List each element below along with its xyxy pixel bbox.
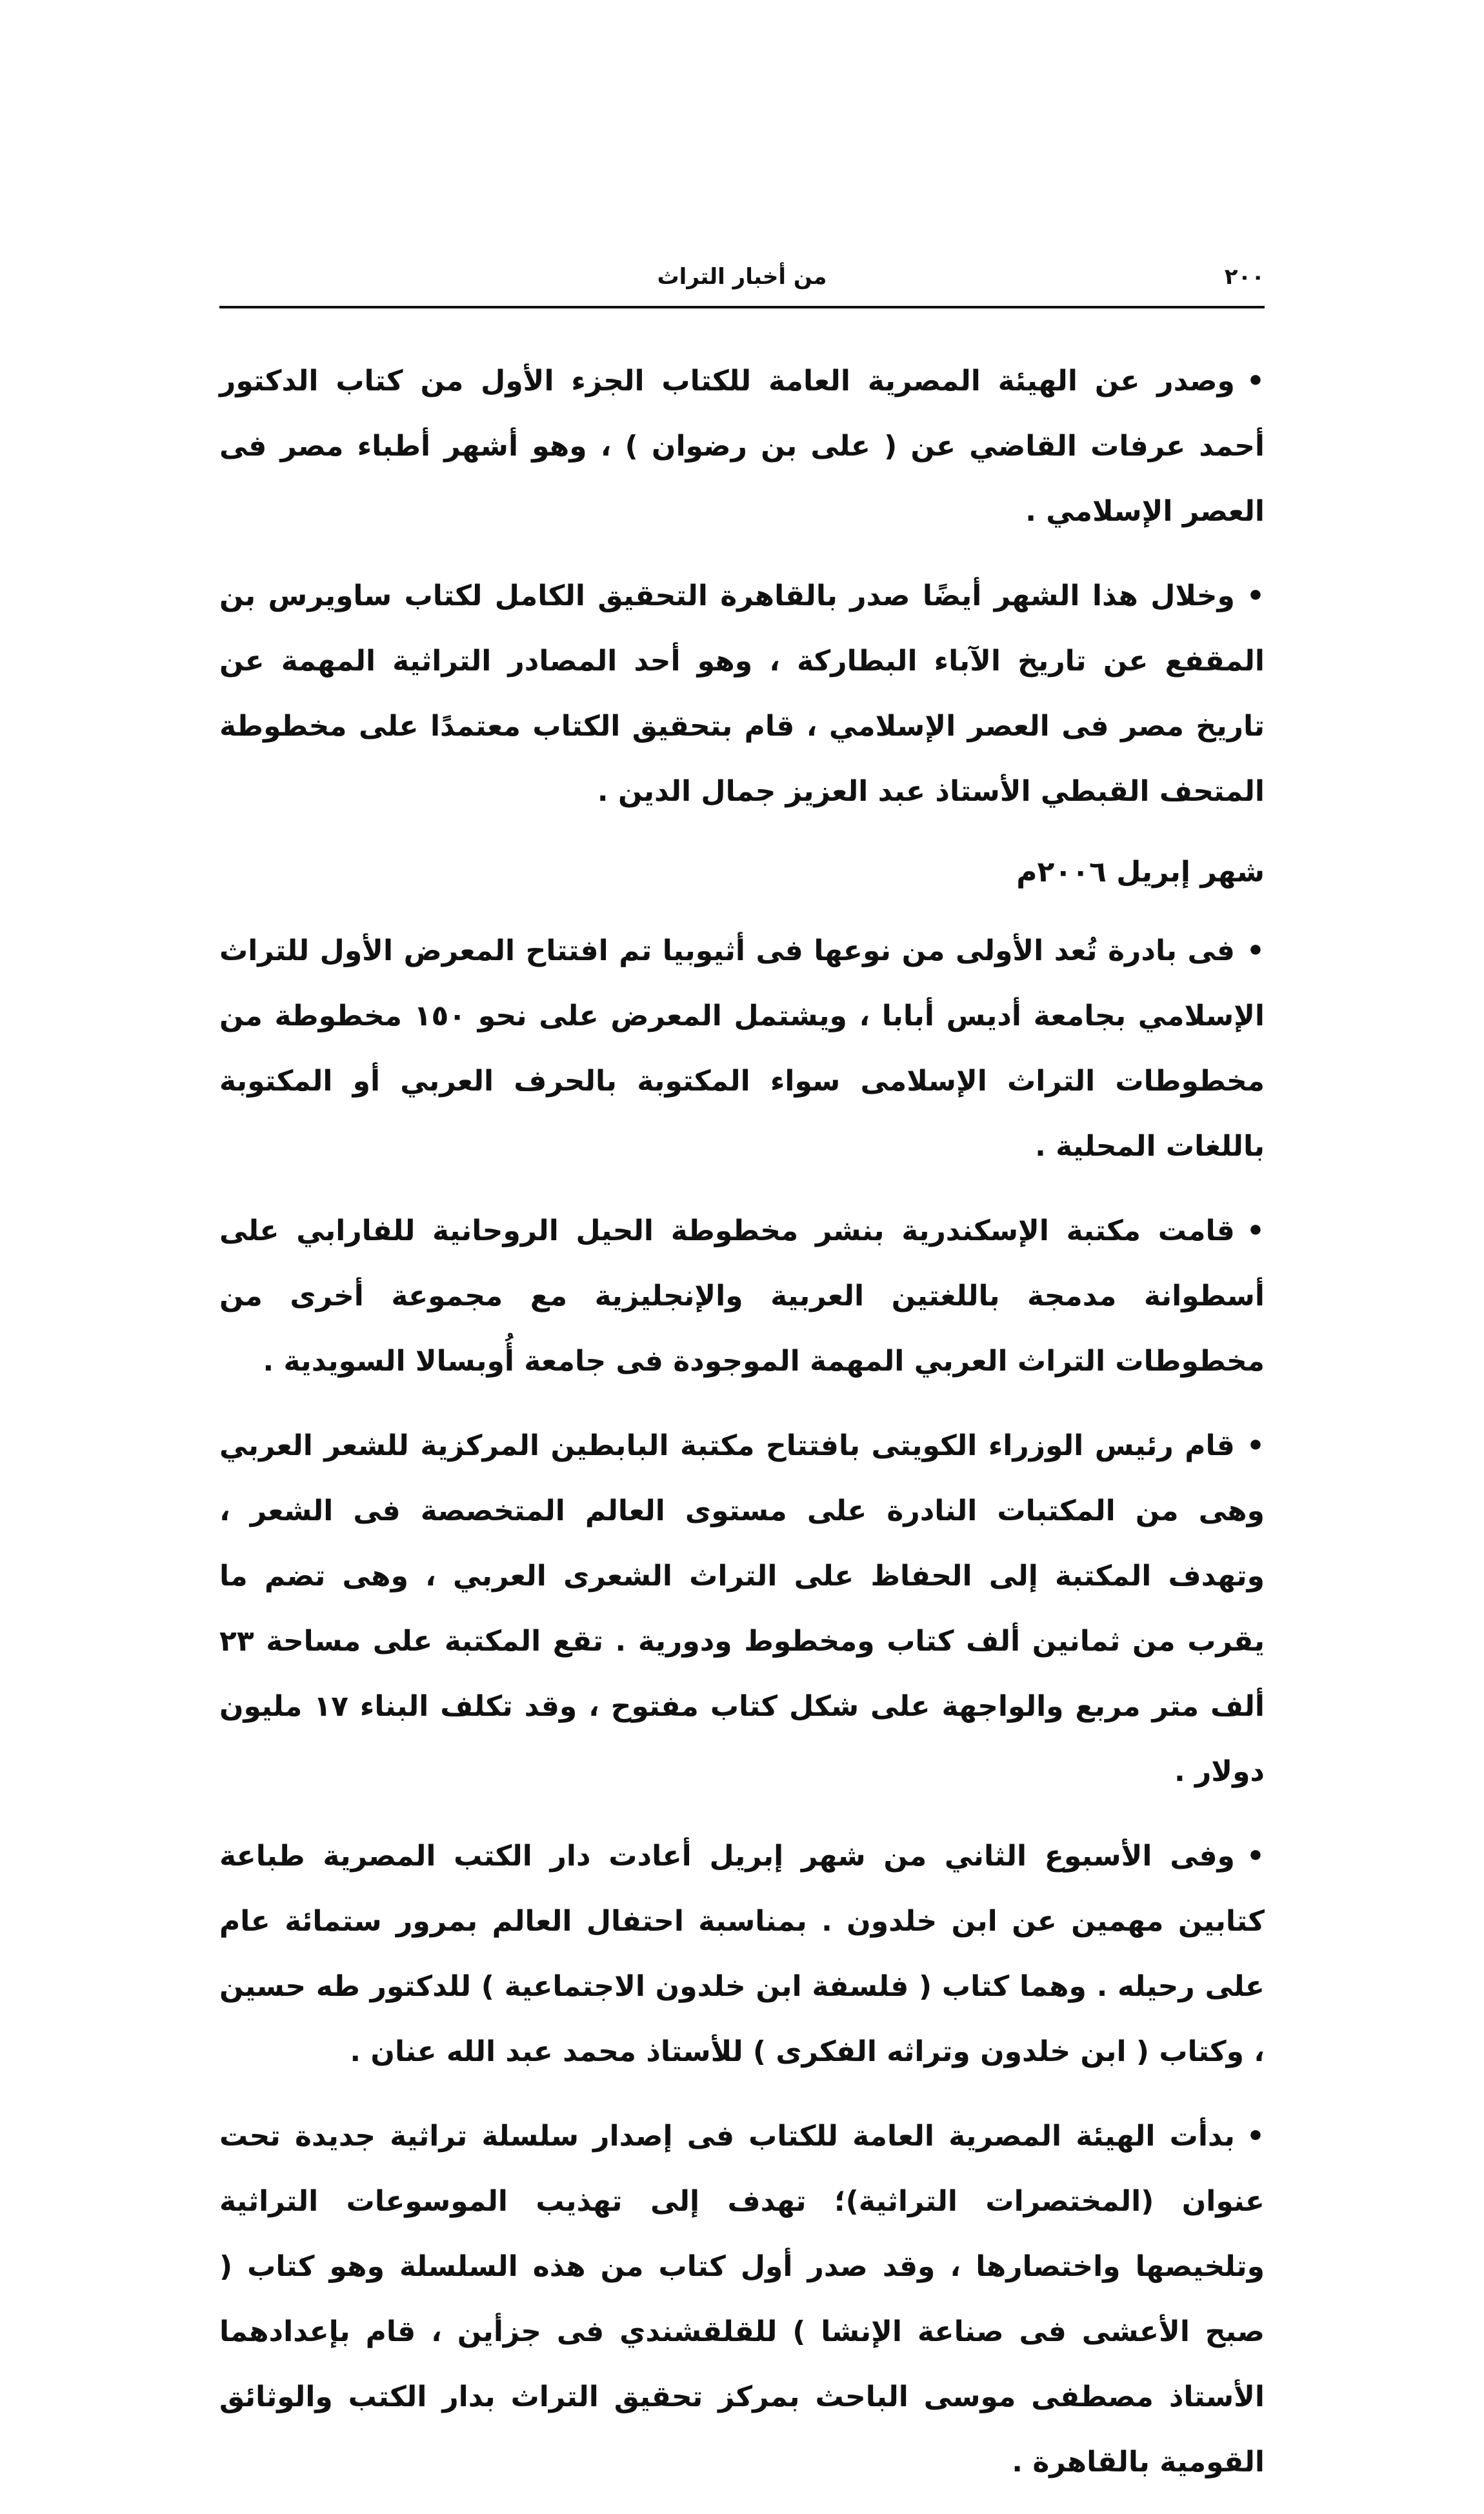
paragraph [219,2104,1265,2495]
bullet-icon: • [1246,579,1265,612]
paragraph [219,1198,1265,1394]
header-divider [219,306,1265,308]
bullet-icon: • [1246,1840,1265,1873]
paragraph [219,563,1265,824]
paragraph-text: قامت مكتبة الإسكندرية بنشر مخطوطة الحيل الروحانية للفارابي على أسطوانة مدمجة باللغتين العربية والإنجليزية مع مجموعة أخرى من مخطوطات التراث العربي المهمة الموجودة فى جامعة أُوبسالا السويدية . [219,1214,1265,1378]
running-title: من أخبار التراث [657,264,827,290]
paragraph [219,1824,1265,2084]
bullet-icon: • [1246,365,1265,397]
paragraph-text: فى بادرة تُعد الأولى من نوعها فى أثيوبيا تم افتتاح المعرض الأول للتراث الإسلامي بجامعة أديس أبابا ، ويشتمل المعرض على نحو ١٥٠ مخطوطة من مخطوطات التراث الإسلامى سواء المكتوبة بالحرف العربي أو المكتوبة باللغات المحلية . [219,934,1265,1163]
page-content [219,348,1265,2514]
bullet-icon: • [1246,934,1265,967]
bullet-icon: • [1246,2120,1265,2153]
paragraph-text: وفى الأسبوع الثاني من شهر إبريل أعادت دار الكتب المصرية طباعة كتابين مهمين عن ابن خلدون . بمناسبة احتفال العالم بمرور ستمائة عام على رحيله . وهما كتاب ( فلسفة ابن خلدون الاجتماعية ) للدكتور طه حسين ، وكتاب ( ابن خلدون وتراثه الفكرى ) للأستاذ محمد عبد الله عنان . [219,1840,1265,2068]
section-heading: شهر إبريل ٢٠٠٦م [1016,856,1265,889]
paragraph [219,348,1265,544]
page-header [219,255,1265,300]
page-number: ٢٠٠ [1224,264,1265,290]
bullet-icon: • [1246,1214,1265,1247]
paragraph [219,1413,1265,1804]
paragraph-text: بدأت الهيئة المصرية العامة للكتاب فى إصدار سلسلة تراثية جديدة تحت عنوان (المختصرات التراثية)؛ تهدف إلى تهذيب الموسوعات التراثية وتلخيصها واختصارها ، وقد صدر أول كتاب من هذه السلسلة وهو كتاب ( صبح الأعشى فى صناعة الإنشا ) للقلقشندي فى جزأين ، قام بإعدادهما الأستاذ مصطفى موسى الباحث بمركز تحقيق التراث بدار الكتب والوثائق القومية بالقاهرة . [219,2120,1265,2479]
paragraph-text: قام رئيس الوزراء الكويتى بافتتاح مكتبة البابطين المركزية للشعر العربي وهى من المكتبات النادرة على مستوى العالم المتخصصة فى الشعر ، وتهدف المكتبة إلى الحفاظ على التراث الشعرى العربي ، وهى تضم ما يقرب من ثمانين ألف كتاب ومخطوط ودورية . تقع المكتبة على مساحة ٢٣ ألف متر مربع والواجهة على شكل كتاب مفتوح ، وقد تكلف البناء ١٧ مليون دولار . [219,1429,1265,1788]
paragraph-text: وخلال هذا الشهر أيضًا صدر بالقاهرة التحقيق الكامل لكتاب ساويرس بن المقفع عن تاريخ الآباء البطاركة ، وهو أحد المصادر التراثية المهمة عن تاريخ مصر فى العصر الإسلامي ، قام بتحقيق الكتاب معتمدًا على مخطوطة المتحف القبطي الأستاذ عبد العزيز جمال الدين . [219,579,1265,808]
paragraph [219,918,1265,1179]
bullet-icon: • [1246,1429,1265,1462]
paragraph-text: وصدر عن الهيئة المصرية العامة للكتاب الجزء الأول من كتاب الدكتور أحمد عرفات القاضي عن ( على بن رضوان ) ، وهو أشهر أطباء مصر فى العصر الإسلامي . [219,365,1265,528]
